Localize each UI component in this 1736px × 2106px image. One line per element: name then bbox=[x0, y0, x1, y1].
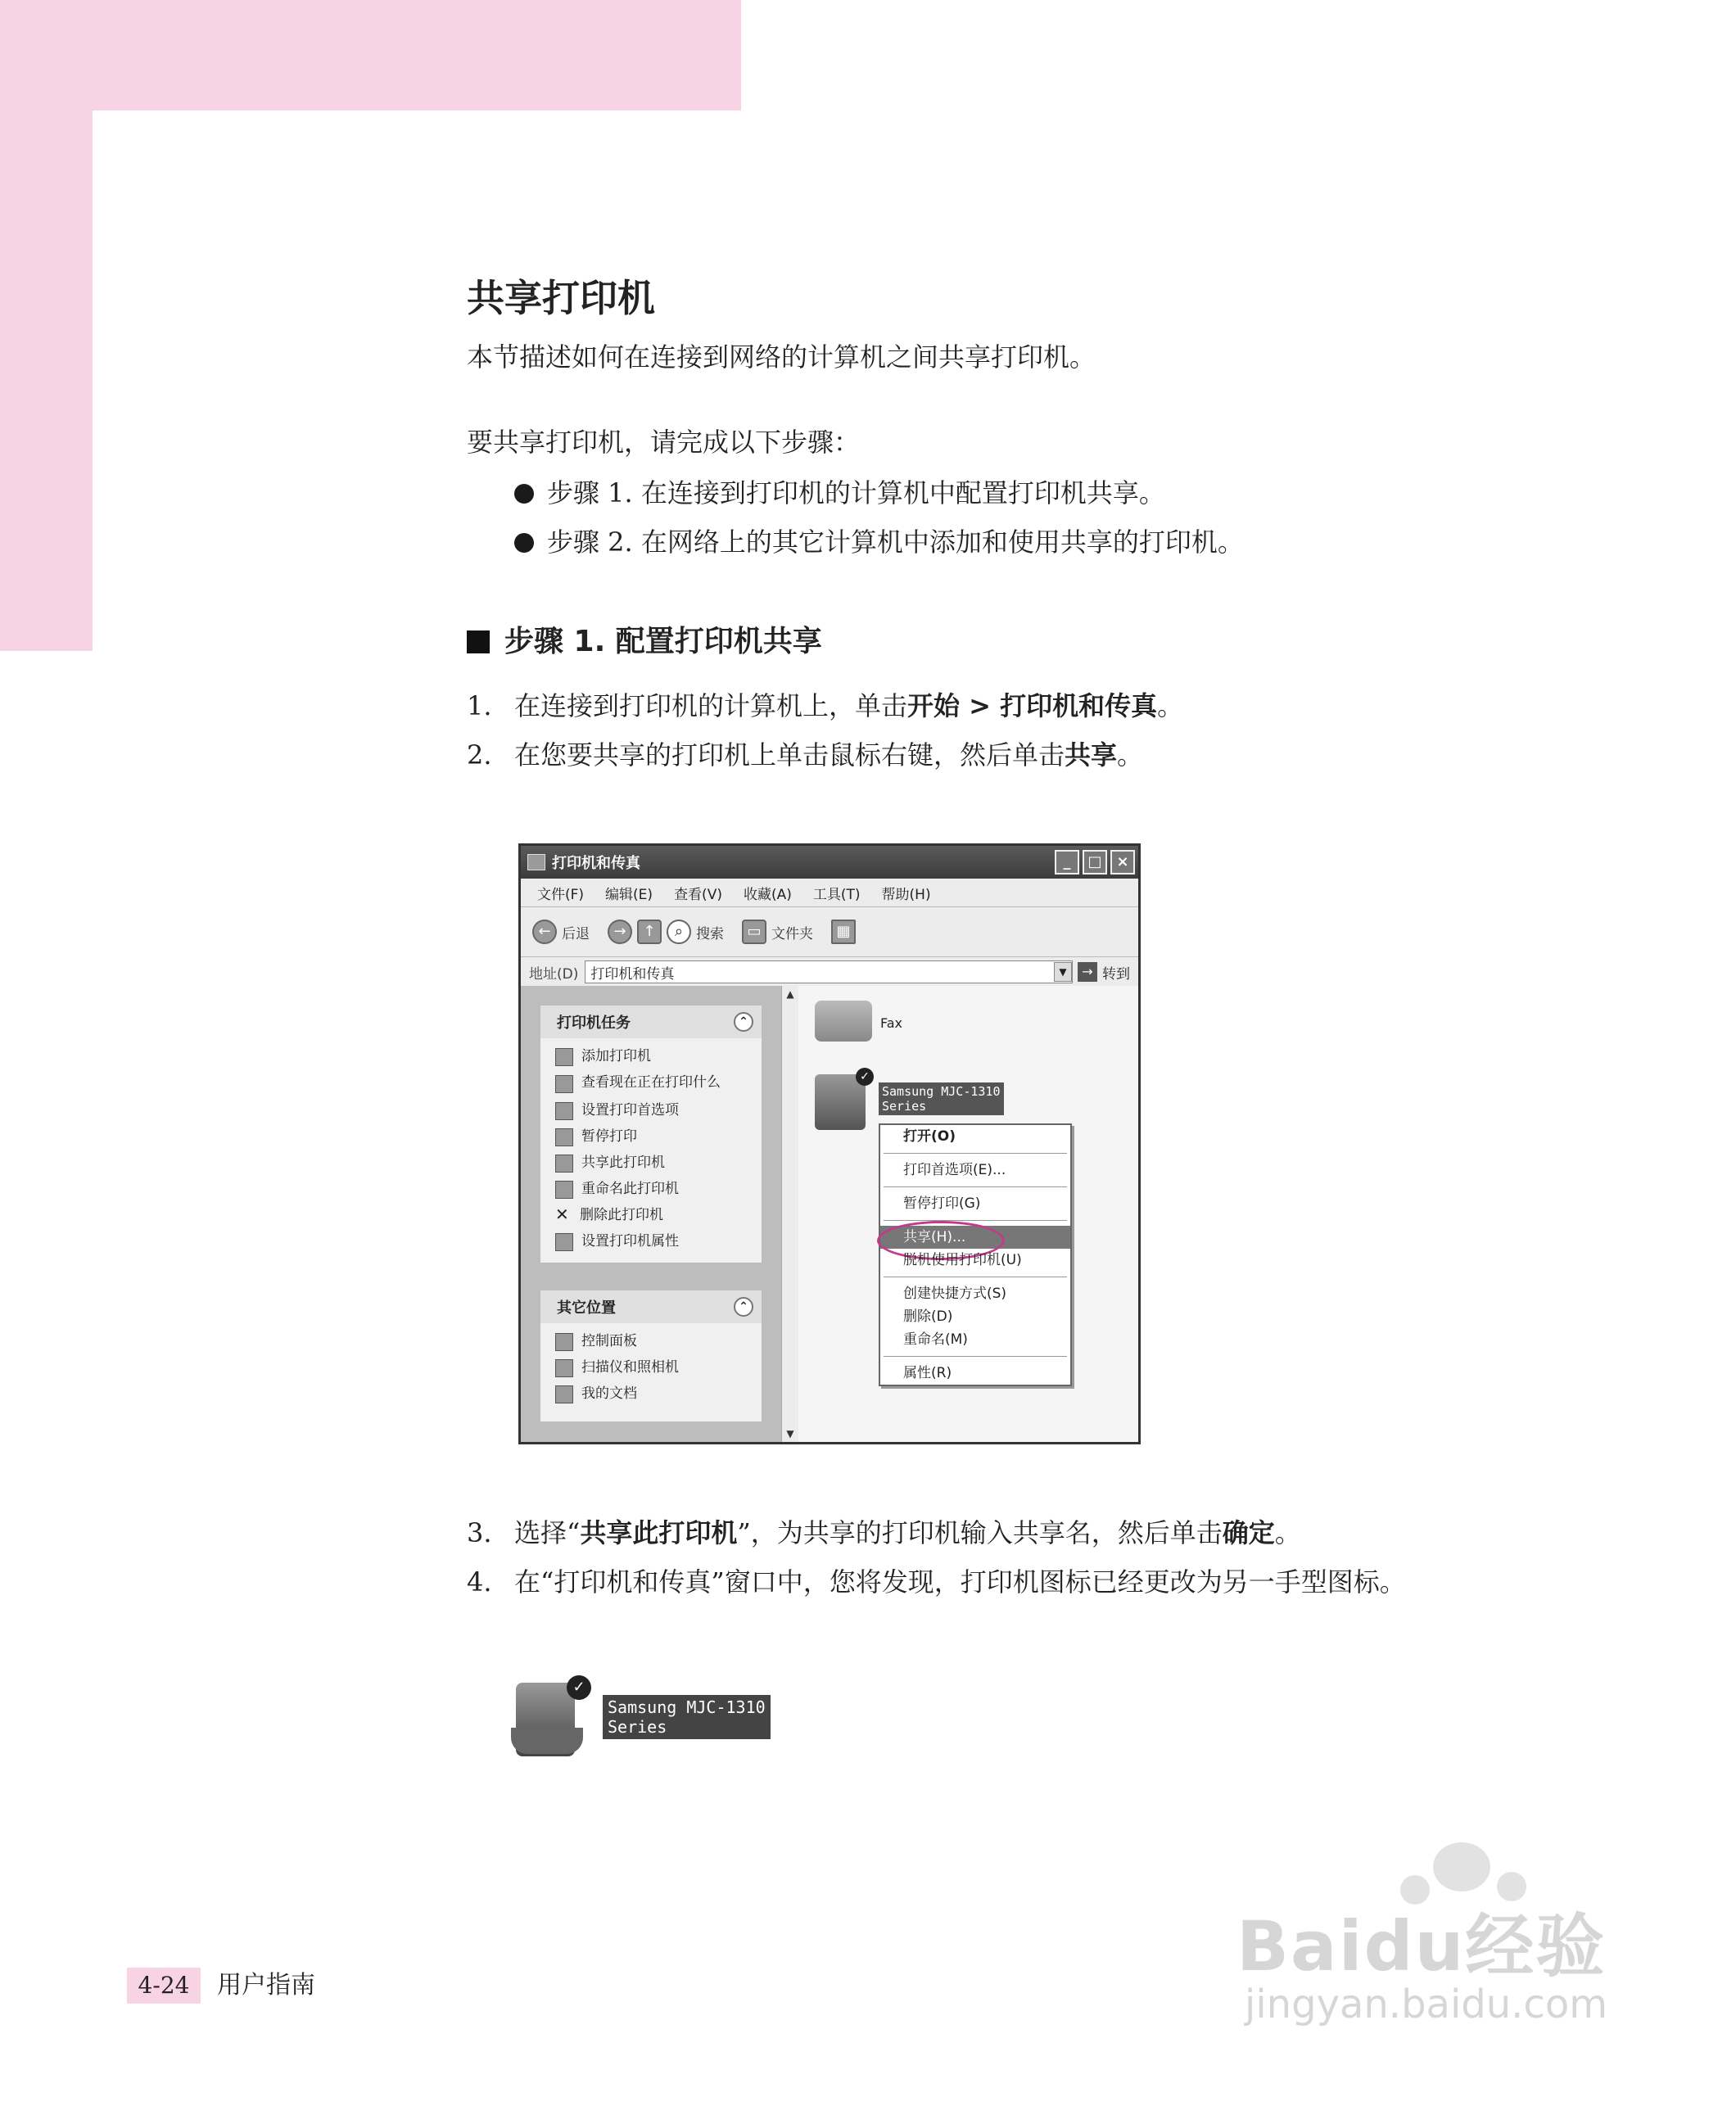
go-button[interactable]: → 转到 bbox=[1078, 962, 1130, 983]
scroll-down-icon[interactable]: ▼ bbox=[786, 1428, 794, 1439]
other-places-heading[interactable]: 其它位置 ⌃ bbox=[540, 1290, 762, 1323]
window-titlebar bbox=[521, 846, 1138, 879]
task-rename[interactable]: 重命名此打印机 bbox=[540, 1176, 762, 1202]
toolbar bbox=[521, 907, 1138, 957]
step-item: 1. 在连接到打印机的计算机上，单击开始 > 打印机和传真。 bbox=[467, 690, 1184, 721]
back-arrow-icon[interactable]: ← bbox=[532, 920, 557, 944]
up-folder-icon[interactable]: ↑ bbox=[637, 920, 662, 944]
menu-divider bbox=[884, 1356, 1067, 1357]
queue-icon bbox=[555, 1075, 573, 1093]
ctx-pause[interactable]: 暂停打印(G) bbox=[903, 1195, 981, 1212]
ctx-share[interactable]: 共享(H)... bbox=[880, 1226, 1070, 1249]
maximize-button[interactable]: □ bbox=[1083, 850, 1107, 874]
task-share[interactable]: 共享此打印机 bbox=[540, 1150, 762, 1176]
printer-tasks-panel bbox=[540, 1006, 762, 1263]
printer-fax-icon bbox=[527, 854, 545, 870]
ctx-preferences[interactable]: 打印首选项(E)... bbox=[903, 1162, 1006, 1178]
bullet-dot-icon bbox=[514, 484, 534, 504]
task-properties[interactable]: 设置打印机属性 bbox=[540, 1228, 762, 1254]
lead-text: 要共享打印机，请完成以下步骤： bbox=[467, 427, 861, 458]
printers-window bbox=[518, 843, 1141, 1444]
forward-arrow-icon[interactable]: → bbox=[608, 920, 632, 944]
views-icon[interactable]: ▦ bbox=[831, 920, 856, 944]
chevron-down-icon[interactable]: ▼ bbox=[1054, 962, 1072, 982]
close-button[interactable]: × bbox=[1110, 850, 1135, 874]
folders-icon[interactable]: ▭ bbox=[742, 920, 766, 944]
ctx-open[interactable]: 打开(O) bbox=[903, 1128, 956, 1145]
printer-tasks-heading[interactable]: 打印机任务 ⌃ bbox=[540, 1006, 762, 1038]
properties-icon bbox=[555, 1233, 573, 1251]
collapse-icon[interactable]: ⌃ bbox=[734, 1297, 753, 1317]
rename-icon bbox=[555, 1181, 573, 1199]
printer-label[interactable]: Samsung MJC-1310 Series bbox=[879, 1082, 1004, 1115]
task-see-printing[interactable]: 查看现在正在打印什么 bbox=[540, 1069, 762, 1097]
pink-header-band bbox=[0, 0, 741, 111]
menu-file[interactable]: 文件(F) bbox=[537, 886, 585, 903]
place-control-panel[interactable]: 控制面板 bbox=[540, 1328, 762, 1354]
menu-divider bbox=[884, 1186, 1067, 1187]
page-number: 4-24 bbox=[127, 1968, 201, 2004]
task-add-printer[interactable]: 添加打印机 bbox=[540, 1043, 762, 1069]
sharing-hand-icon bbox=[511, 1728, 583, 1754]
task-preferences[interactable]: 设置打印首选项 bbox=[540, 1097, 762, 1123]
place-my-documents[interactable]: 我的文档 bbox=[540, 1381, 762, 1407]
default-check-icon: ✓ bbox=[856, 1068, 874, 1086]
address-label: 地址(D) bbox=[529, 965, 579, 983]
collapse-icon[interactable]: ⌃ bbox=[734, 1012, 753, 1032]
bullet-item: 步骤 1. 在连接到打印机的计算机中配置打印机共享。 bbox=[514, 468, 1531, 517]
ctx-delete[interactable]: 删除(D) bbox=[903, 1308, 953, 1325]
page-content-lower bbox=[467, 1515, 1531, 1613]
ctx-offline[interactable]: 脱机使用打印机(U) bbox=[903, 1252, 1022, 1268]
add-printer-icon bbox=[555, 1048, 573, 1066]
menu-view[interactable]: 查看(V) bbox=[674, 886, 722, 903]
fax-icon[interactable] bbox=[815, 1001, 872, 1042]
task-delete[interactable]: ✕ 删除此打印机 bbox=[555, 1204, 663, 1224]
pink-side-band bbox=[0, 111, 93, 651]
go-arrow-icon: → bbox=[1078, 962, 1097, 982]
intro-text: 本节描述如何在连接到网络的计算机之间共享打印机。 bbox=[467, 341, 1096, 373]
footer-divider bbox=[201, 1968, 202, 2004]
place-scanners[interactable]: 扫描仪和照相机 bbox=[540, 1354, 762, 1381]
menu-tools[interactable]: 工具(T) bbox=[812, 886, 861, 903]
other-places-panel bbox=[540, 1290, 762, 1421]
documents-icon bbox=[555, 1385, 573, 1403]
pause-icon bbox=[555, 1128, 573, 1146]
search-button[interactable]: 搜索 bbox=[696, 925, 724, 942]
task-pane-scrollbar[interactable] bbox=[781, 986, 798, 1442]
delete-icon: ✕ bbox=[555, 1204, 569, 1224]
step-item: 3. 选择“共享此打印机”，为共享的打印机输入共享名，然后单击确定。 bbox=[467, 1517, 1301, 1548]
menu-edit[interactable]: 编辑(E) bbox=[605, 886, 653, 903]
baidu-watermark: Baidu经验 jingyan.baidu.com bbox=[1236, 1842, 1646, 2047]
step-item: 2. 在您要共享的打印机上单击鼠标右键，然后单击共享。 bbox=[467, 739, 1144, 771]
back-button[interactable]: 后退 bbox=[562, 925, 590, 942]
scanner-icon bbox=[555, 1359, 573, 1377]
paw-icon bbox=[1433, 1842, 1490, 1891]
ctx-properties[interactable]: 属性(R) bbox=[903, 1365, 952, 1381]
context-menu bbox=[879, 1123, 1072, 1386]
window-title: 打印机和传真 bbox=[552, 855, 640, 872]
menu-divider bbox=[884, 1153, 1067, 1154]
steps-list-b bbox=[467, 1515, 1531, 1600]
task-pane bbox=[521, 986, 781, 1442]
fax-label[interactable]: Fax bbox=[880, 1015, 903, 1031]
task-pause[interactable]: 暂停打印 bbox=[540, 1123, 762, 1150]
footer-label: 用户指南 bbox=[217, 1971, 315, 2000]
address-input[interactable]: 打印机和传真 ▼ bbox=[585, 960, 1073, 983]
menu-help[interactable]: 帮助(H) bbox=[881, 886, 931, 903]
menu-bar bbox=[521, 879, 1138, 907]
bullet-dot-icon bbox=[514, 533, 534, 553]
bullet-list bbox=[514, 468, 1531, 567]
search-icon[interactable]: ⌕ bbox=[667, 920, 691, 944]
menu-divider bbox=[884, 1220, 1067, 1221]
page-content bbox=[467, 270, 1531, 786]
default-check-icon: ✓ bbox=[567, 1675, 591, 1700]
ctx-shortcut[interactable]: 创建快捷方式(S) bbox=[903, 1286, 1007, 1302]
section-heading: 步骤 1. 配置打印机共享 bbox=[467, 617, 1531, 667]
square-bullet-icon bbox=[467, 630, 490, 653]
folders-button[interactable]: 文件夹 bbox=[771, 925, 813, 942]
minimize-button[interactable]: _ bbox=[1055, 850, 1079, 874]
preferences-icon bbox=[555, 1102, 573, 1120]
step-item: 4. 在“打印机和传真”窗口中，您将发现，打印机图标已经更改为另一手型图标。 bbox=[467, 1566, 1406, 1598]
page-title: 共享打印机 bbox=[467, 276, 655, 320]
scroll-up-icon[interactable]: ▲ bbox=[786, 988, 794, 1000]
steps-list-a bbox=[467, 688, 1531, 773]
share-icon bbox=[555, 1155, 573, 1173]
bullet-item: 步骤 2. 在网络上的其它计算机中添加和使用共享的打印机。 bbox=[514, 517, 1531, 567]
menu-favorites[interactable]: 收藏(A) bbox=[743, 886, 792, 903]
address-bar bbox=[521, 957, 1138, 987]
control-panel-icon bbox=[555, 1333, 573, 1351]
ctx-rename[interactable]: 重命名(M) bbox=[903, 1331, 968, 1348]
shared-printer-label: Samsung MJC-1310 Series bbox=[603, 1695, 771, 1739]
